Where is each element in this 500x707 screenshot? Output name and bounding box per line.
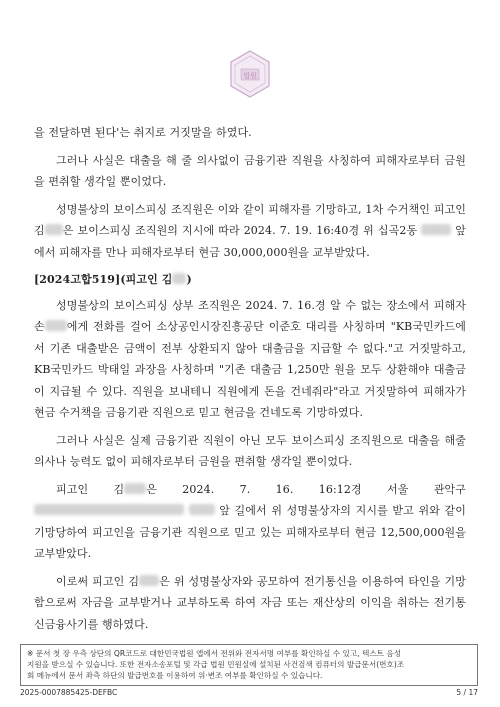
- case-heading: [2024고합519](피고인 김 ): [34, 273, 192, 286]
- page-number: 5 / 17: [456, 688, 478, 697]
- paragraph-1: 을 전달하면 된다'는 취지로 거짓말을 하였다.: [34, 126, 252, 139]
- redaction: [45, 320, 67, 331]
- paragraph-7: 이로써 피고인 김 은 위 성명불상자와 공모하여 전기통신을 이용하여 타인을 기망함으로써 자금을 교부받거나 교부하도록 하여 자금 또는 재산상의 이익을 취하는 전기통신금융사기를 행하였다.: [34, 574, 466, 631]
- redaction: [34, 504, 184, 515]
- paragraph-5: 그러나 사실은 실제 금융기관 직원이 아닌 모두 보이스피싱 조직원으로 대출을 해줄 의사나 능력도 없이 피해자로부터 금원을 편취할 생각일 뿐이었다.: [34, 433, 466, 468]
- paragraph-2: 그러나 사실은 대출을 해 줄 의사없이 금융기관 직원을 사칭하여 피해자로부터 금원을 편취할 생각일 뿐이었다.: [34, 153, 466, 188]
- seal-label: 법원: [243, 72, 257, 80]
- issue-number: 2025-0007885425-DEFBC: [20, 688, 118, 697]
- paragraph-3: 성명불상의 보이스피싱 조직원은 이와 같이 피해자를 기망하고, 1차 수거책인 피고인 김 은 보이스피싱 조직원의 지시에 따라 2024. 7. 19. 16:40경 위 십곡2동 앞에서 피해자를 만나 피해자로부터 현금 30,000,000원을 교부받았다.: [34, 202, 466, 259]
- verification-notice: [20, 644, 478, 686]
- notice-line-2: 지원을 받으실 수 있습니다. 또한 전자소송포털 및 각급 법원 민원실에 설치된 사건검색 컴퓨터의 발급문서(번호)조: [27, 660, 405, 669]
- paragraph-4: 성명불상의 보이스피싱 상부 조직원은 2024. 7. 16.경 알 수 없는 장소에서 피해자 손 에게 전화를 걸어 소상공인시장진흥공단 이준호 대리를 사칭하며 "KB국민카드에서 기존 대출받은 금액이 전부 상환되지 않아 대출금을 지급할 수 없다."고 거짓말하고, KB국민카드 박태일 과장을 사칭하며 "기존 대출금 1,250만 원을 모두 상환해야 대출금이 지급될 수 있다. 직원을 보내테니 직원에게 돈을 건네줘라"라고 거짓말하여 피해자가 현금 수거책을 금융기관 직원으로 믿고 현금을 건네도록 기망하였다.: [34, 298, 466, 419]
- document-body: [34, 122, 466, 641]
- notice-line-1: ※ 문서 첫 장 우측 상단의 QR코드로 대한민국법원 앱에서 전위와 전자서명 여부를 확인하실 수 있고, 텍스트 음성: [27, 649, 402, 658]
- redaction: [189, 504, 215, 515]
- redaction: [139, 575, 159, 586]
- redaction: [172, 273, 186, 284]
- notice-line-3: 회 메뉴에서 문서 좌측 하단의 발급번호를 이용하여 위·변조 여부를 확인하실 수 있습니다.: [27, 671, 323, 680]
- redaction: [124, 483, 146, 494]
- paragraph-6: 피고인 김 은 2024. 7. 16. 16:12경 서울 관악구 앞 길에서 위 성명불상자의 지시를 받고 위와 같이 기망당하여 피고인을 금융기관 직원으로 믿고 있는 피해자로부터 현금 12,500,000원을 교부받았다.: [34, 482, 466, 560]
- redaction: [421, 224, 451, 235]
- court-seal-icon: [224, 48, 276, 100]
- redaction: [45, 224, 63, 235]
